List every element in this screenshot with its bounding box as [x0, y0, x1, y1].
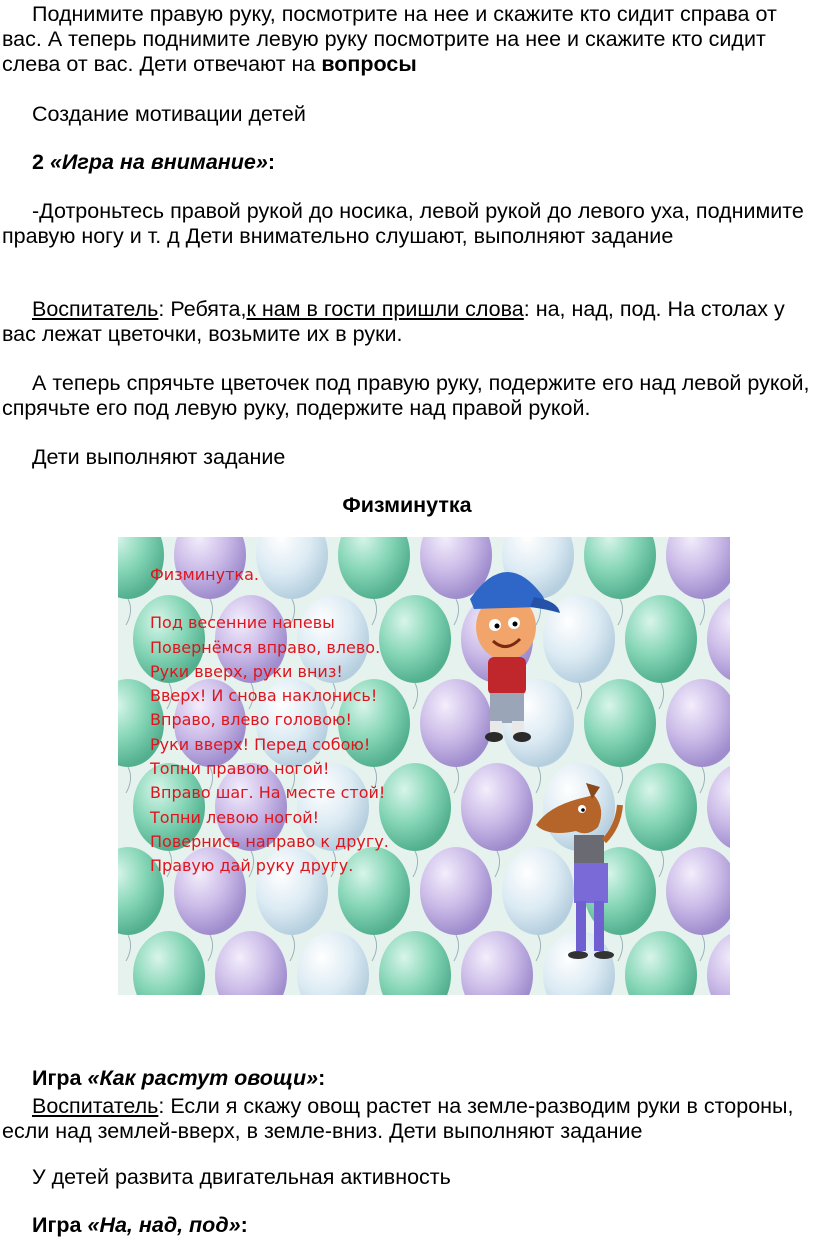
balloon — [379, 595, 451, 683]
paragraph-vegetables-rule — [2, 1094, 812, 1144]
poem-line: Топни правою ногой! — [150, 759, 330, 779]
balloon — [625, 763, 697, 851]
paragraph-motivation — [2, 102, 812, 127]
balloon — [625, 595, 697, 683]
paragraph-intro — [2, 2, 812, 77]
poem-line: Повернись направо к другу. — [150, 831, 389, 851]
hide-flower-text: А теперь спрячьте цветочек под правую руку, подержите его над левой рукой, спрячьте его под левую руку, подержите над правой рукой. — [2, 371, 810, 420]
touch-text: -Дотроньтесь правой рукой до носика, левой рукой до левого уха, поднимите правую ногу и т. д Дети внимательно слушают, выполняют задание — [2, 199, 804, 248]
game-heading-vegetables — [2, 1066, 812, 1091]
paragraph-touch — [2, 199, 812, 249]
teacher-words-rest: : на, над, под. На столах у вас лежат цветочки, возьмите их в руки. — [2, 297, 785, 346]
poem-line: Вверх! И снова наклонись! — [150, 686, 378, 706]
poem — [150, 563, 389, 879]
vegetables-rule-text: : Если я скажу овощ растет на земле-разводим руки в стороны, если над землей-вверх, в земле-вниз. Дети выполняют задание — [2, 1094, 794, 1143]
game-title: «Игра на внимание» — [49, 150, 268, 174]
balloon — [420, 679, 492, 767]
paragraph-activity — [2, 1165, 812, 1190]
balloon — [584, 679, 656, 767]
game-heading-na-nad-pod — [2, 1213, 812, 1238]
intro-text: Поднимите правую руку, посмотрите на нее и скажите кто сидит справа от вас. А теперь поднимите левую руку посмотрите на нее и скажите кто сидит слева от вас. Дети отвечают на — [2, 2, 777, 76]
balloon — [420, 847, 492, 935]
intro-bold-word: вопросы — [321, 52, 417, 76]
game-colon: : — [267, 150, 275, 174]
poem-line: Повернёмся вправо, влево. — [150, 637, 381, 657]
activity-text: У детей развита двигательная активность — [32, 1165, 451, 1189]
game-colon: : — [240, 1213, 248, 1237]
poem-line: Топни левою ногой! — [150, 807, 320, 827]
balloon — [502, 847, 574, 935]
paragraph-hide-flower — [2, 371, 812, 421]
teacher-words-colon: : Ребята, — [158, 297, 247, 321]
poem-line: Под весенние напевы — [150, 613, 335, 633]
poem-line: Руки вверх, руки вниз! — [150, 661, 343, 681]
game-label: Игра — [32, 1066, 88, 1090]
balloon — [379, 763, 451, 851]
section-heading: Физминутка — [342, 493, 472, 517]
paragraph-teacher-words — [2, 297, 812, 347]
poem-title: Физминутка. — [150, 565, 259, 584]
poem-line: Правую дай руку другу. — [150, 856, 354, 876]
fizminutka-illustration — [118, 537, 730, 995]
paragraph-kids-do — [2, 445, 812, 470]
game-title: «На, над, под» — [87, 1213, 241, 1237]
game-colon: : — [318, 1066, 326, 1090]
teacher-words-underlined: к нам в гости пришли слова — [246, 297, 524, 321]
poem-line: Руки вверх! Перед собою! — [150, 734, 371, 754]
poem-line: Вправо шаг. На месте стой! — [150, 783, 386, 803]
kids-do-text: Дети выполняют задание — [32, 445, 286, 469]
poem-line: Вправо, влево головою! — [150, 710, 352, 730]
speaker-label: Воспитатель — [32, 297, 159, 321]
game-title: «Как растут овощи» — [87, 1066, 319, 1090]
balloon — [461, 763, 533, 851]
speaker-label: Воспитатель — [32, 1094, 159, 1118]
game-number: 2 — [32, 150, 50, 174]
motivation-text: Создание мотивации детей — [32, 102, 306, 126]
poem-spacer — [150, 587, 389, 611]
game-heading-attention — [2, 150, 812, 175]
game-label: Игра — [32, 1213, 88, 1237]
